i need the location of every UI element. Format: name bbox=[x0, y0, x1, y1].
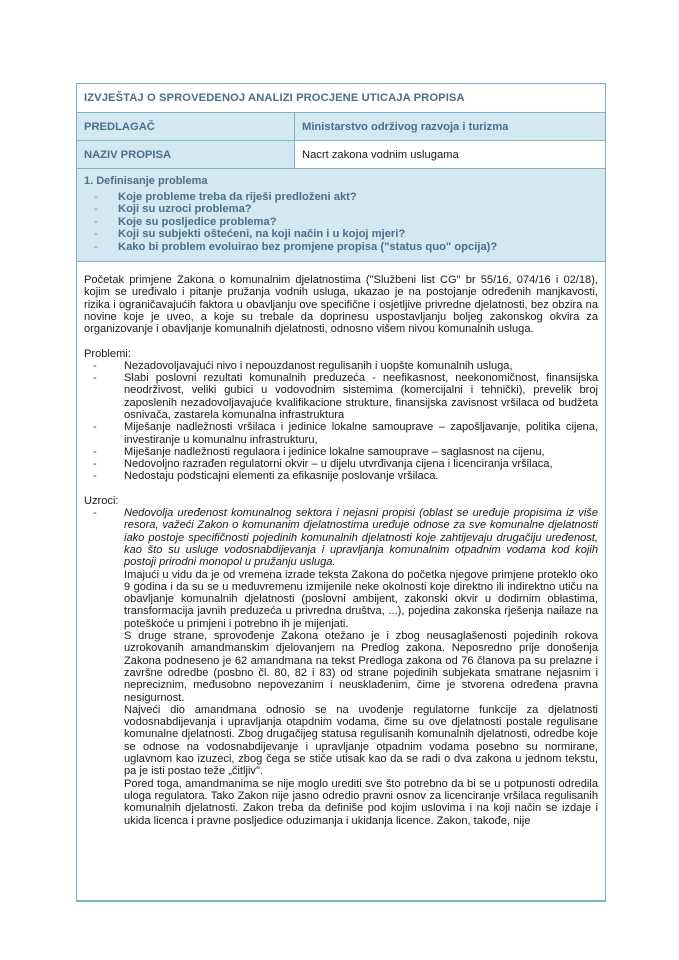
problemi-list bbox=[84, 360, 598, 483]
dash-bullet-icon: - bbox=[94, 203, 98, 216]
question-item: - Kako bi problem evoluirao bez promjene propisa ("status quo" opcija)? bbox=[94, 240, 498, 253]
problem-item: - Nedovoljno razrađen regulatorni okvir – u dijelu utvrđivanja cijena i licenciranja vršilaca, bbox=[93, 458, 553, 471]
dash-bullet-icon: - bbox=[93, 372, 97, 385]
naziv-propisa-row bbox=[77, 141, 605, 169]
dash-bullet-icon: - bbox=[94, 228, 98, 241]
uzroci-paragraph: Najveći dio amandmana odnosio se na uvođenje regulatorne funkcije za djelatnosti vodosnabdijevanja i upravljanja otapdnim vodama, čime su ove djelatnosti postale regulisane komunalne djelatnosti. Zbog drugačijeg statusa regulisanih komunalnih djelatnosti, odredbe koje se odnose na vodosnabdijevanje i upravljanje otpadnim vodama posebno su normirane, uglavnom kao izuzeci, zbog čega se stiče utisak kao da se radi o dva zakona u jednom tekstu, pa je isti postao teže „čitljiv". bbox=[124, 703, 598, 778]
problem-item: - Nezadovoljavajući nivo i nepouzdanost regulisanih i uopšte komunalnih usluga, bbox=[93, 359, 513, 372]
definisanje-problema-section bbox=[77, 169, 605, 262]
predlagac-value: Ministarstvo održivog razvoja i turizma bbox=[302, 120, 509, 133]
report-title: IZVJEŠTAJ O SPROVEDENOJ ANALIZI PROCJENE UTICAJA PROPISA bbox=[84, 92, 465, 104]
uzrok-item: - Nedovolja uređenost komunalnog sektora i nejasni propisi (oblast se uređuje propisima iz više resora, važeći Zakon o komunanim djelatnostima uređuje odnose za sve komunalne djelatnosti iako postoje specifičnosti pojedinih komunalnih djelatnosti koje zahtijevaju drugačiju uređenost, kao što su usluge vodosnabdijevanja i upravljanja komunalnim otpadnim vodama kod kojih postoji prirodni monopol u pružanju usluga. bbox=[93, 507, 598, 569]
problem-item: - Slabi poslovni rezultati komunalnih preduzeća - neefikasnost, neekonomičnost, finansijska neodrživost, veliki gubici u vodovodnim sistemima (komercijalni i tehnički), prevelik broj zaposlenih nezadovoljavajuće kvalifikacione strukture, finansijska zavisnost vršilaca od budžeta osnivača, zastarela komunalna infrastruktura bbox=[93, 372, 598, 421]
predlagac-label: PREDLAGAČ bbox=[77, 113, 295, 140]
naziv-propisa-label: NAZIV PROPISA bbox=[77, 141, 295, 168]
dash-bullet-icon: - bbox=[93, 470, 97, 483]
dash-bullet-icon: - bbox=[93, 458, 97, 471]
question-item: - Koje su posljedice problema? bbox=[94, 215, 277, 228]
questions-list bbox=[84, 191, 598, 253]
dash-bullet-icon: - bbox=[94, 191, 98, 203]
uzroci-paragraph: Imajući u vidu da je od vremena izrade teksta Zakona do početka njegove primjene proteklo oko 9 godina i da su se u međuvremenu izmijenile neke okolnosti koje direktno ili indirektno utiču na obavljanje komunalnih djelatnosti (poslovni ambijent, zakonski okvir u dodirnim oblastima, transformacija javnih preduzeća u privredna društva, ...), pojedina zakonska rješenja nailaze na poteškoće u primjeni i potrebno ih je mijenjati. bbox=[124, 568, 598, 630]
problem-item: - Miješanje nadležnosti vršilaca i jedinice lokalne samouprave – zapošljavanje, politika cijena, investiranje u komunalnu infrastrukturu, bbox=[93, 421, 598, 446]
question-item: - Koji su uzroci problema? bbox=[94, 203, 252, 216]
uzroci-list bbox=[84, 507, 598, 568]
body-content bbox=[77, 262, 605, 900]
naziv-propisa-value: Nacrt zakona vodnim uslugama bbox=[295, 141, 605, 168]
section-title: 1. Definisanje problema bbox=[84, 175, 208, 187]
uzroci-paragraph: S druge strane, sprovođenje Zakona otežano je i zbog neusaglašenosti pojedinih rokova uzrokovanih amandmanskim djelovanjem na Predlog zakona. Neposredno prije donošenja Zakona podneseno je 62 amandmana na tekst Predloga zakona od 76 članova pa su prelazne i završne odredbe (posbno čl. 80, 82 i 83) od strane pojedinih subjekata smatrane nejasnim i nepreciznim, međusobno nepovezanim i neusklađenim, čime je stvorena određena pravna nesigurnost. bbox=[124, 630, 598, 704]
dash-bullet-icon: - bbox=[94, 215, 98, 228]
question-item: - Koji su subjekti oštećeni, na koji način i u kojoj mjeri? bbox=[94, 228, 406, 241]
report-table bbox=[76, 83, 606, 902]
problem-item: - Miješanje nadležnosti regulaora i jedinice lokalne samouprave – saglasnost na cijenu, bbox=[93, 445, 545, 458]
report-title-row bbox=[77, 84, 605, 113]
uzroci-heading: Uzroci: bbox=[84, 494, 119, 507]
dash-bullet-icon: - bbox=[93, 507, 97, 520]
question-item: - Koje probleme treba da riješi predloženi akt? bbox=[94, 191, 357, 203]
problemi-heading: Problemi: bbox=[84, 347, 131, 360]
intro-paragraph: Početak primjene Zakona o komunalnim djelatnostima ("Službeni list CG" br 55/16, 074/16 i 02/18), kojim se uređivalo i pitanje pružanja vodnih usluga, ukazao je na postojanje određenih manjkavosti, rizika i ograničavajućih faktora u obavljanju ove specifične i osjetljive privredne djelatnosti, bez obzira na novine koje je uveo, a koje su trebale da doprinesu uspostavljanju boljeg zakonskog okvira za organizovanje i obavljanje komunalnih djelatnosti, odnosno višem nivou komunalnih usluga. bbox=[84, 274, 598, 336]
dash-bullet-icon: - bbox=[94, 240, 98, 253]
problem-item: - Nedostaju podsticajni elementi za efikasnije poslovanje vršilaca. bbox=[93, 470, 439, 483]
dash-bullet-icon: - bbox=[93, 421, 97, 434]
dash-bullet-icon: - bbox=[93, 445, 97, 458]
predlagac-row bbox=[77, 113, 605, 141]
uzroci-paragraph: Pored toga, amandmanima se nije moglo urediti sve što potrebno da bi se u potpunosti odredila uloga regulatora. Tako Zakon nije jasno odredio pravni osnov za licenciranje vršilaca regulisanih komunalnih djelatnosti. Zakon treba da definiše pod kojim uslovima i na koji način se izdaje i ukida licenca i pravne posljedice oduzimanja i ukidanja licence. Zakon, takođe, nije bbox=[124, 777, 598, 827]
dash-bullet-icon: - bbox=[93, 359, 97, 372]
